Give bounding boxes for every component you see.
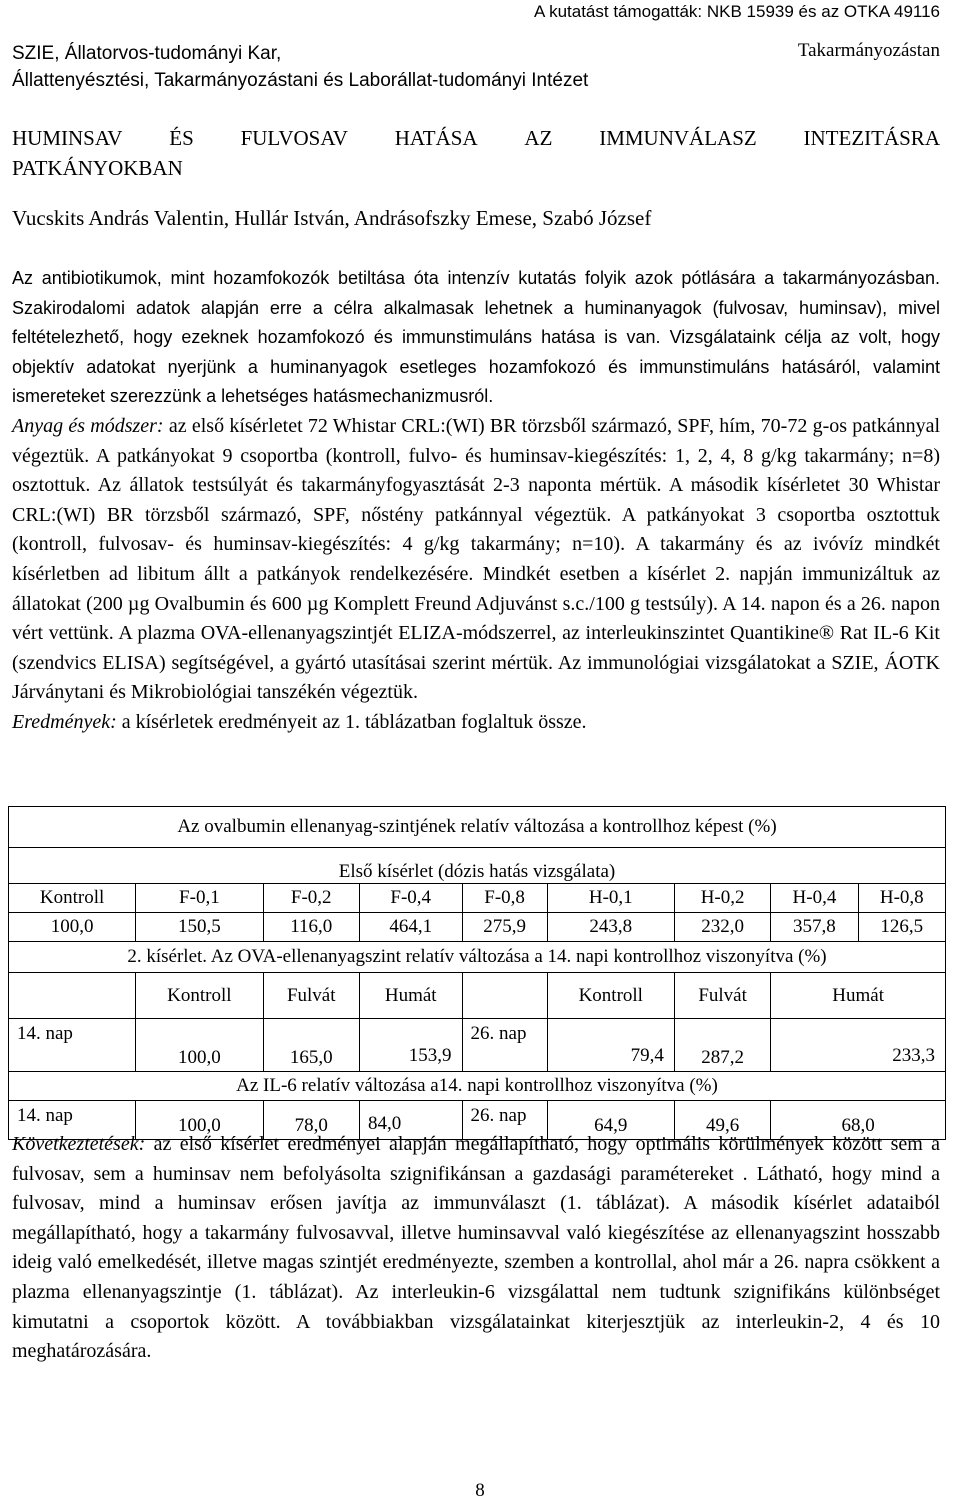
table-cell: 464,1 [359, 913, 462, 942]
funding-note: A kutatást támogatták: NKB 15939 és az OTKA 49116 [533, 2, 940, 21]
methods-sentence: A patkányokat 9 csoportba (kontroll, fulvo- és huminsav-kiegészítés: 1, 2, 4, 8 g/kg takarmány; n=8) osztottuk. [12, 444, 940, 497]
day-label: 14. nap [17, 1023, 73, 1044]
intro-sentence: Az antibiotikumok, mint hozamfokozók betiltása óta intenzív kutatás folyik azok pótlására a takarmányozásban. [12, 268, 940, 288]
table-cell [359, 1019, 462, 1072]
table-cell: 232,0 [674, 913, 770, 942]
exp2-title-row [9, 942, 946, 973]
conclusions [12, 1130, 940, 1367]
methods-sentence: A takarmány és az ivóvíz mindkét kísérletben ad libitum állt a patkányok rendelkezésére. [12, 533, 940, 585]
title-word: HATÁSA [394, 126, 478, 150]
title-word: AZ [524, 126, 553, 150]
table-cell [674, 1019, 770, 1072]
table-cell [9, 1019, 136, 1072]
institution-line-1: SZIE, Állatorvos-tudományi Kar, [12, 43, 282, 64]
table-header-cell: Kontroll [547, 973, 674, 1019]
cell-value: 287,2 [701, 1047, 744, 1068]
table-cell: 100,0 [9, 913, 136, 942]
table-header-cell: H-0,8 [858, 884, 945, 913]
table-cell: 126,5 [858, 913, 945, 942]
exp2-value-row [9, 1019, 946, 1072]
conclusions-sentence: az első kísérlet eredményei alapján megállapítható, hogy optimális körülmények között sem a fulvosav, sem a huminsav nem befolyásolta szignifikánsan a gazdasági paramétereket . [12, 1133, 941, 1185]
paper-title [12, 123, 940, 183]
methods-sentence: Az immunológiai vizsgálatokat a SZIE, ÁOTK Járványtani és Mikrobiológiai tanszékén végeztük. [12, 651, 940, 704]
table-header-cell: F-0,8 [462, 884, 547, 913]
il6-title-row [9, 1072, 946, 1101]
cell-value: 165,0 [289, 1047, 333, 1068]
table-header-cell: F-0,1 [136, 884, 263, 913]
institution-line-2: Állattenyésztési, Takarmányozástani és Laborállat-tudományi Intézet [12, 70, 589, 91]
table-cell: 116,0 [263, 913, 359, 942]
title-line-1 [12, 123, 940, 153]
exp1-title: Első kísérlet (dózis hatás vizsgálata) [9, 848, 946, 884]
cell-value: 84,0 [367, 1113, 402, 1134]
table-header-cell: Fulvát [674, 973, 770, 1019]
table-cell [547, 1019, 674, 1072]
title-word: FULVOSAV [240, 126, 348, 150]
exp1-header-row [9, 884, 946, 913]
methods-sentence: A patkányokat 3 csoportba osztottuk (kontroll, fulvosav- és huminsav-kiegészítés: 4 g/kg takarmány; n=10). [12, 503, 940, 556]
conclusions-sentence: Látható, hogy mind a fulvosav, mind a huminsav erősen javítja az immunválaszt (1. táblázat). [12, 1162, 940, 1215]
table-cell [263, 1019, 359, 1072]
table-cell: 357,8 [771, 913, 858, 942]
title-word: HUMINSAV [12, 126, 123, 150]
table-cell: 243,8 [547, 913, 674, 942]
intro-methods-results [12, 264, 940, 738]
table-header-cell: Humát [359, 973, 462, 1019]
table-cell-empty [462, 973, 547, 1019]
title-word: INTEZITÁSRA [803, 126, 940, 150]
cell-value: 79,4 [630, 1045, 664, 1066]
exp1-value-row [9, 913, 946, 942]
day-label: 26. nap [470, 1023, 527, 1044]
methods-label: Anyag és módszer: [12, 414, 164, 437]
cell-value: 153,9 [408, 1045, 452, 1066]
title-line-2: PATKÁNYOKBAN [12, 156, 183, 180]
methods-sentence: Mindkét esetben a kísérlet 2. napján immunizáltuk az állatokat (200 µg Ovalbumin és 600 µg Komplett Freund Adjuvánst s.c./100 g testsúly). [12, 562, 941, 615]
table-header-cell: H-0,4 [771, 884, 858, 913]
methods-sentence: Az állatok testsúlyát és takarmányfogyasztását 2-3 naponta mértük. [97, 474, 662, 497]
table-header-cell: F-0,4 [359, 884, 462, 913]
table-cell [136, 1019, 263, 1072]
day-label: 14. nap [17, 1105, 73, 1126]
conclusions-sentence: A második kísérlet adataiból megállapítható, hogy a takarmány fulvosavval, illetve huminsavval való kiegészítése az ellenanyagszint hosszabb ideig való emelkedését, illetve magas szintjét eredményezte, szemben a kontrollal, ahol már a 26. napra csökkent a plazma ellenanyagszintje (1. táblázat). [12, 1192, 941, 1303]
conclusions-label: Következtetések: [12, 1133, 146, 1155]
il6-title: Az IL-6 relatív változása a14. napi kontrollhoz viszonyítva (%) [9, 1072, 946, 1101]
table-cell: 275,9 [462, 913, 547, 942]
table-header-cell: F-0,2 [263, 884, 359, 913]
table-header-cell: Humát [771, 973, 946, 1019]
exp1-title-row [9, 848, 946, 884]
table-cell [771, 1019, 946, 1072]
conclusions-sentence: Az interleukin-6 vizsgálattal nem tudtunk szignifikáns különbséget kimutatni a csoportok között. [12, 1280, 940, 1333]
section-label: Takarmányozástan [797, 40, 940, 61]
day-label: 26. nap [470, 1105, 527, 1126]
table-header-cell: H-0,2 [674, 884, 770, 913]
results-table [8, 806, 946, 1140]
table-cell-empty [9, 973, 136, 1019]
cell-value: 68,0 [841, 1115, 875, 1136]
cell-value: 78,0 [294, 1115, 328, 1136]
table-header-cell: Kontroll [9, 884, 136, 913]
cell-value: 49,6 [705, 1115, 740, 1136]
table-header-cell: Kontroll [136, 973, 263, 1019]
methods-sentence: A 14. napon és a 26. napon vért vettünk. [12, 592, 940, 645]
methods-sentence: A plazma OVA-ellenanyagszintjét ELIZA-módszerrel, az interleukinszintet Quantikine® Rat IL-6 Kit (szendvics ELISA) segítségével, a gyártó utasításai szerint mértük. [12, 622, 940, 674]
methods-sentence: az első kísérletet 72 Whistar CRL:(WI) BR törzsből származó, SPF, hím, 70-72 g-os patkánnyal végeztük. [12, 414, 941, 467]
results-text: a kísérletek eredményeit az 1. táblázatban foglaltuk össze. [121, 710, 587, 733]
institution [12, 40, 588, 94]
author-list: Vucskits András Valentin, Hullár István, Andrásofszky Emese, Szabó József [12, 206, 652, 230]
intro-sentence: Vizsgálataink célja az volt, hogy objektív adatokat nyerjünk a huminanyagok esetleges hozamfokozó és immunstimuláns hatásáról, valamint ismereteket szerezzünk a lehetséges hatásmechanizmusról. [12, 327, 941, 407]
methods-sentence: A második kísérletet 30 Whistar CRL:(WI) BR törzsből származó, SPF, nőstény patkánnyal végeztük. [12, 474, 941, 526]
table-cell [462, 1019, 547, 1072]
cell-value: 233,3 [892, 1045, 935, 1066]
intro-sentence: Szakirodalomi adatok alapján erre a célra alkalmasak lehetnek a huminanyagok (fulvosav, huminsav), mivel feltételezhető, hogy ezeknek hozamfokozó és immunstimuláns hatása is van. [12, 297, 940, 348]
title-word: IMMUNVÁLASZ [599, 126, 757, 150]
table-cell: 150,5 [136, 913, 263, 942]
page-number: 8 [475, 1480, 485, 1501]
table-title: Az ovalbumin ellenanyag-szintjének relatív változása a kontrollhoz képest (%) [9, 807, 946, 848]
results-label: Eredmények: [12, 710, 117, 733]
exp2-title: 2. kísérlet. Az OVA-ellenanyagszint relatív változása a 14. napi kontrollhoz viszonyítva (%) [9, 942, 946, 973]
table-header-cell: Fulvát [263, 973, 359, 1019]
conclusions-sentence: A továbbiakban vizsgálatainkat kiterjesztjük az interleukin-2, 4 és 10 meghatározására. [12, 1310, 941, 1363]
cell-value: 100,0 [178, 1115, 221, 1136]
table-title-row [9, 807, 946, 848]
cell-value: 64,9 [594, 1115, 628, 1136]
cell-value: 100,0 [178, 1047, 221, 1068]
title-word: ÉS [169, 126, 194, 150]
table-header-cell: H-0,1 [547, 884, 674, 913]
exp2-header-row [9, 973, 946, 1019]
